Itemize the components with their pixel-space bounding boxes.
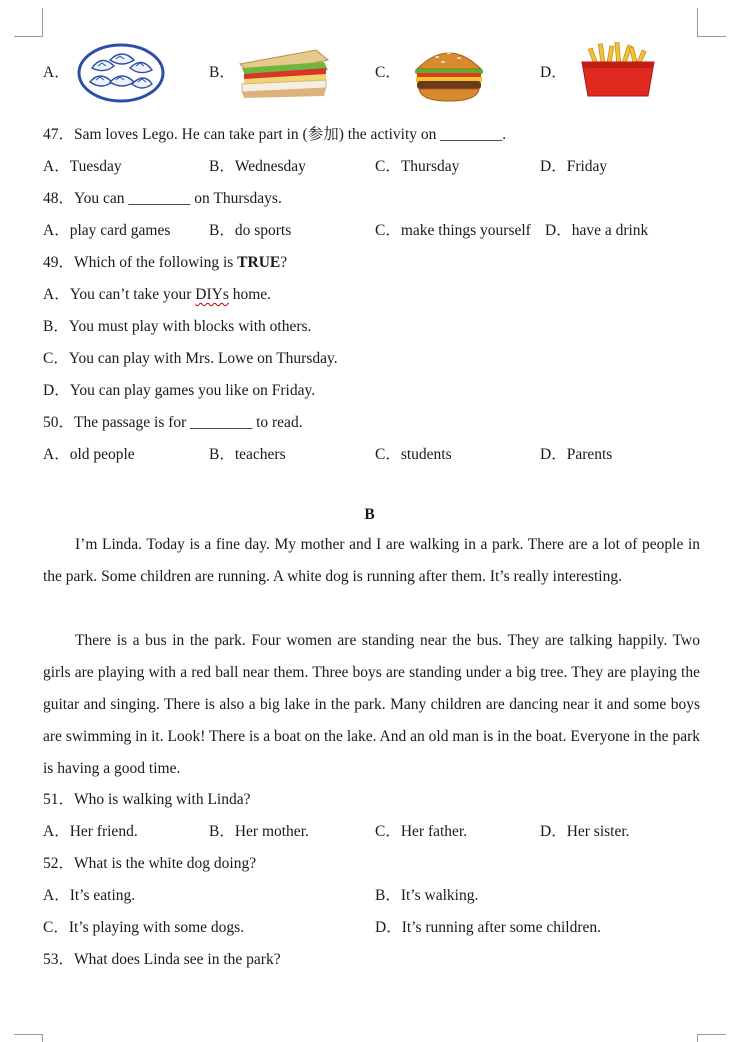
spellcheck-underlined-word: DIYs bbox=[195, 286, 229, 303]
q52-option-c[interactable]: C．It’s playing with some dogs. bbox=[43, 919, 245, 936]
q47-option-d[interactable]: D．Friday bbox=[540, 158, 608, 175]
crop-mark-top-left bbox=[14, 8, 43, 37]
q48-option-c[interactable]: C．make things yourself bbox=[375, 222, 531, 239]
dumplings-icon bbox=[76, 42, 166, 109]
q51-option-d[interactable]: D．Her sister. bbox=[540, 823, 630, 840]
q52-option-b[interactable]: B．It’s walking. bbox=[375, 887, 479, 904]
q50-option-b[interactable]: B．teachers bbox=[209, 446, 286, 463]
q47-option-a[interactable]: A．Tuesday bbox=[43, 158, 122, 175]
question-49-stem-end: ? bbox=[280, 254, 288, 271]
q48-option-a[interactable]: A．play card games bbox=[43, 222, 171, 239]
picture-option-label-d: D． bbox=[540, 64, 567, 81]
passage-paragraph-2 bbox=[43, 625, 700, 785]
q49-option-d[interactable]: D．You can play games you like on Friday. bbox=[43, 382, 316, 399]
q47-option-c[interactable]: C．Thursday bbox=[375, 158, 460, 175]
picture-option-label-a: A． bbox=[43, 64, 70, 81]
hamburger-icon bbox=[411, 43, 487, 108]
question-49-stem bbox=[43, 253, 287, 273]
q52-option-d[interactable]: D．It’s running after some children. bbox=[375, 919, 601, 936]
question-48-stem: 48．You can ________ on Thursdays. bbox=[43, 190, 282, 207]
picture-option-label-b: B． bbox=[209, 64, 235, 81]
passage-paragraph-1-text: I’m Linda. Today is a fine day. My mother and I are walking in a park. There are a lot of people in the park. Some children are running. A white dog is running after them. It’s really interesting. bbox=[43, 536, 700, 585]
q51-option-b[interactable]: B．Her mother. bbox=[209, 823, 309, 840]
crop-mark-top-right bbox=[697, 8, 726, 37]
question-49-stem-text: 49．Which of the following is bbox=[43, 254, 238, 271]
question-51-stem: 51．Who is walking with Linda? bbox=[43, 791, 251, 808]
q50-option-d[interactable]: D．Parents bbox=[540, 446, 613, 463]
french-fries-icon bbox=[578, 42, 658, 103]
q47-option-b[interactable]: B．Wednesday bbox=[209, 158, 306, 175]
q49-option-a-text: A．You can’t take your bbox=[43, 286, 196, 303]
q49-option-a[interactable] bbox=[43, 285, 271, 305]
question-52-stem: 52．What is the white dog doing? bbox=[43, 855, 257, 872]
q49-option-a-end: home. bbox=[228, 286, 272, 303]
question-49-emphasis: TRUE bbox=[237, 254, 281, 271]
question-53-stem: 53．What does Linda see in the park? bbox=[43, 951, 281, 968]
q51-option-a[interactable]: A．Her friend. bbox=[43, 823, 138, 840]
passage-paragraph-1 bbox=[43, 529, 700, 593]
q48-option-b[interactable]: B．do sports bbox=[209, 222, 292, 239]
q49-option-c[interactable]: C．You can play with Mrs. Lowe on Thursday. bbox=[43, 350, 338, 367]
passage-paragraph-2-text: There is a bus in the park. Four women are standing near the bus. They are talking happily. Two girls are playing with a red ball near them. Three boys are standing under a big tree. They are playing the guitar and singing. There is also a big lake in the park. Many children are dancing near it and some boys are swimming in it. Look! There is a boat on the lake. And an old man is in the boat. Everyone in the park is having a good time. bbox=[43, 632, 700, 777]
q51-option-c[interactable]: C．Her father. bbox=[375, 823, 468, 840]
picture-option-label-c: C． bbox=[375, 64, 401, 81]
section-b-heading: B bbox=[364, 506, 375, 523]
question-47-stem: 47．Sam loves Lego. He can take part in (参加) the activity on ________. bbox=[43, 126, 507, 143]
sandwich-icon bbox=[236, 48, 332, 105]
q50-option-c[interactable]: C．students bbox=[375, 446, 452, 463]
question-50-stem: 50．The passage is for ________ to read. bbox=[43, 414, 303, 431]
q50-option-a[interactable]: A．old people bbox=[43, 446, 135, 463]
q52-option-a[interactable]: A．It’s eating. bbox=[43, 887, 136, 904]
q48-option-d[interactable]: D．have a drink bbox=[545, 222, 649, 239]
q49-option-b[interactable]: B．You must play with blocks with others. bbox=[43, 318, 312, 335]
